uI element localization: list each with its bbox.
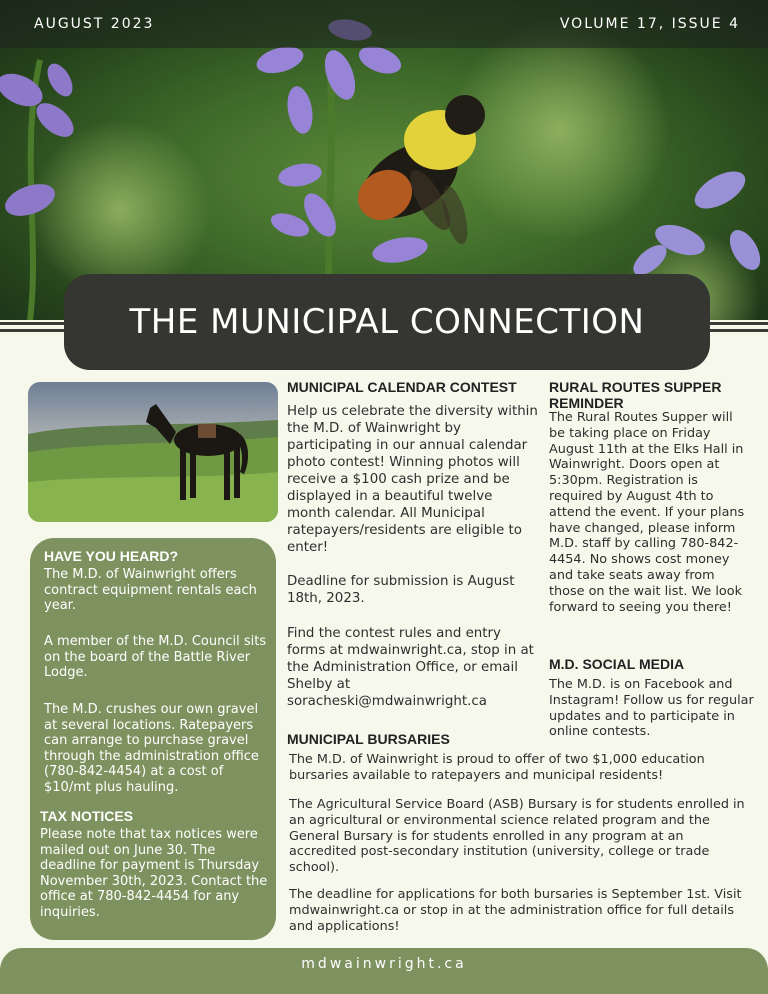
- social-media-text: The M.D. is on Facebook and Instagram! Follow us for regular updates and to participate in online contests.: [549, 677, 754, 740]
- have-you-heard-heading: HAVE YOU HEARD?: [44, 548, 179, 564]
- have-you-heard-text-2: A member of the M.D. Council sits on the board of the Battle River Lodge.: [44, 634, 267, 680]
- issue-date: AUGUST 2023: [34, 16, 155, 32]
- hero-photo-bumblebee: [0, 0, 768, 320]
- have-you-heard-text-3: The M.D. crushes our own gravel at several locations. Ratepayers can arrange to purchase gravel through the administration office (780-842-4454) at a cost of $10/mt plus hauling.: [44, 702, 259, 795]
- social-media-heading: M.D. SOCIAL MEDIA: [549, 656, 685, 672]
- newsletter-title-banner: [64, 274, 710, 370]
- bursaries-heading: MUNICIPAL BURSARIES: [287, 731, 450, 747]
- hero-illustration: [0, 0, 768, 320]
- tax-notices-heading: TAX NOTICES: [40, 808, 134, 824]
- bursaries-text-3: The deadline for applications for both bursaries is September 1st. Visit mdwainwright.ca or stop in at the administration office for full details and applications!: [289, 887, 742, 934]
- calendar-contest-text-2: Deadline for submission is August 18th, 2023.: [287, 574, 515, 606]
- calendar-contest-text-3: Find the contest rules and entry forms at mdwainwright.ca, stop in at the Administration Office, or email Shelby at soracheski@mdwainwright.ca: [287, 626, 534, 709]
- tax-notices-text: Please note that tax notices were mailed out on June 30. The deadline for payment is Thursday November 30th, 2023. Contact the office at 780-842-4454 for any inquiries.: [40, 827, 268, 920]
- calendar-contest-heading: MUNICIPAL CALENDAR CONTEST: [287, 379, 517, 395]
- have-you-heard-text-1: The M.D. of Wainwright offers contract equipment rentals each year.: [44, 567, 257, 613]
- sidebar-panel: [30, 538, 276, 940]
- bursaries-text-1: The M.D. of Wainwright is proud to offer of two $1,000 education bursaries available to ratepayers and municipal residents!: [289, 752, 705, 783]
- supper-text: The Rural Routes Supper will be taking place on Friday August 11th at the Elks Hall in Wainwright. Doors open at 5:30pm. Registration is required by August 4th to attend the event. If your plans have changed, please inform M.D. staff by calling 780-842-4454. No shows cost money and take seats away from those on the wait list. We look forward to seeing you there!: [549, 410, 745, 615]
- footer-website-link[interactable]: mdwainwright.ca: [301, 956, 467, 972]
- footer-bar: [0, 948, 768, 994]
- issue-volume: VOLUME 17, ISSUE 4: [559, 16, 740, 32]
- supper-heading: RURAL ROUTES SUPPER REMINDER: [549, 379, 722, 411]
- calendar-contest-text-1: Help us celebrate the diversity within the M.D. of Wainwright by participating in our annual calendar photo contest! Winning photos will receive a $100 cash prize and be displayed in a beautiful twelve month calendar. All Municipal ratepayers/residents are eligible to enter!: [287, 404, 538, 555]
- newsletter-title: THE MUNICIPAL CONNECTION: [129, 302, 645, 342]
- horse-photo: [28, 382, 278, 522]
- bursaries-text-2: The Agricultural Service Board (ASB) Bursary is for students enrolled in an agricultural or environmental science related program and the General Bursary is for students enrolled in any program at an accredited post-secondary institution (university, college or trade school).: [289, 797, 745, 876]
